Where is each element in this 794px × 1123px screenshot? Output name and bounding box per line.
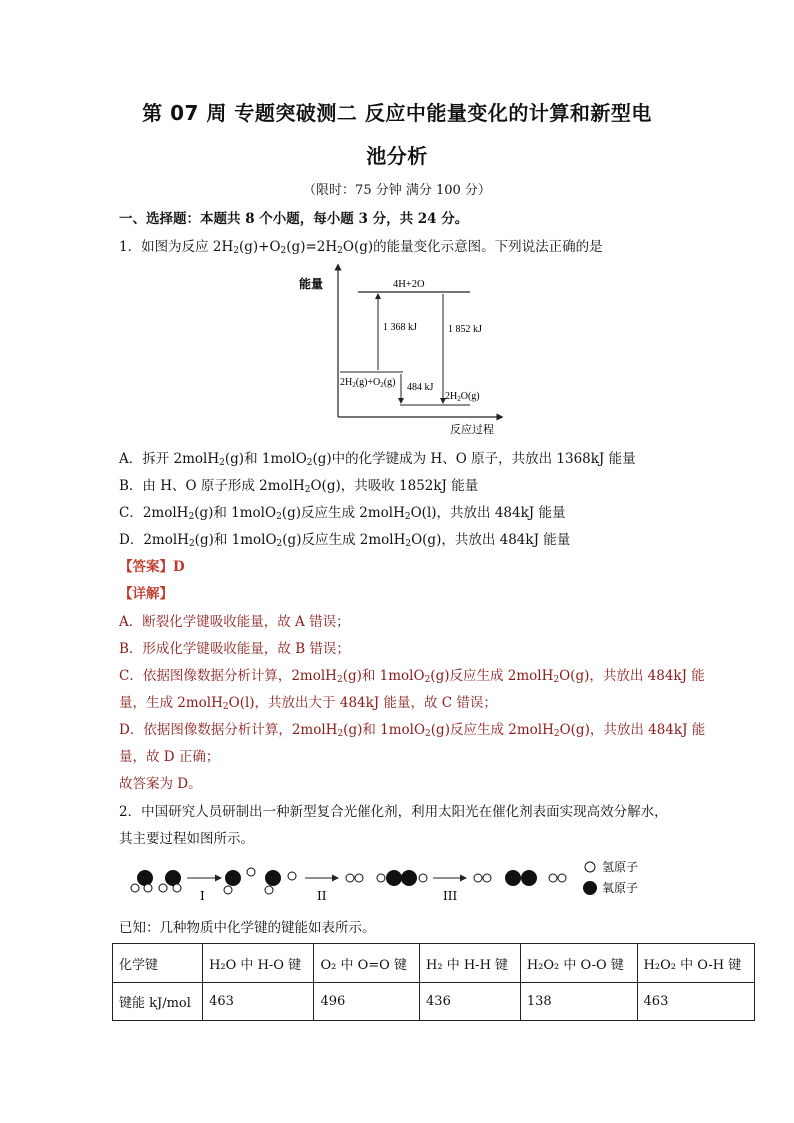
time-limit-note: （限时：75 分钟 满分 100 分）: [303, 183, 491, 198]
option-C: C．2molH$_2$(g)和 1molO$_2$(g)反应生成 2molH$_2$O(l)，共放出 484kJ 能量: [119, 505, 566, 522]
table-cell: 463: [203, 983, 314, 1021]
detail-D-line1: D．依据图像数据分析计算，2molH$_2$(g)和 1molO$_2$(g)反应生成 2molH$_2$O(g)，共放出 484kJ 能: [119, 722, 706, 739]
label-1852: 1 852 kJ: [448, 324, 482, 335]
known-note: 已知：几种物质中化学键的键能如表所示。: [119, 920, 376, 936]
legend-hydrogen: 氢原子: [602, 860, 639, 874]
table-header-cell: H₂O 中 H-O 键: [203, 944, 314, 983]
water-splitting-process-diagram: [125, 858, 665, 906]
level-product-label: $2H_2O(g)$: [445, 391, 480, 403]
option-D: D．2molH$_2$(g)和 1molO$_2$(g)反应生成 2molH$_2$O(g)，共放出 484kJ 能量: [119, 532, 571, 549]
question-2-stem-line2: 其主要过程如图所示。: [119, 831, 254, 847]
step-label-3: III: [443, 889, 458, 903]
level-reactants-label: $2H_2(g)+O_2(g)$: [340, 377, 396, 389]
detail-A: A．断裂化学键吸收能量，故 A 错误；: [119, 614, 350, 630]
section-heading: 一、选择题：本题共 8 个小题，每小题 3 分，共 24 分。: [119, 211, 469, 227]
detail-C-line2: 量，生成 2molH$_2$O(l)，共放出大于 484kJ 能量，故 C 错误；: [119, 695, 497, 712]
page-title-line1: 第 07 周 专题突破测二 反应中能量变化的计算和新型电: [142, 101, 652, 125]
table-cell: 436: [420, 983, 521, 1021]
y-axis-label: 能量: [299, 277, 324, 291]
table-header-row: [113, 944, 755, 983]
detail-B: B．形成化学键吸收能量，故 B 错误；: [119, 641, 350, 657]
step-label-2: II: [317, 889, 327, 903]
question-1-stem: 1．如图为反应 $2H_2(g)+O_2(g)=2H_2O(g)$的能量变化示意图。下列说法正确的是: [119, 239, 603, 256]
x-axis-label: 反应过程: [450, 424, 494, 436]
level-atoms-label: 4H+2O: [393, 279, 425, 290]
table-header-cell: H₂O₂ 中 O-H 键: [637, 944, 754, 983]
page-title-line2: 池分析: [366, 144, 428, 168]
table-header-cell: O₂ 中 O=O 键: [314, 944, 420, 983]
detail-D-line2: 量，故 D 正确；: [119, 749, 220, 765]
detail-conclusion: 故答案为 D。: [119, 776, 202, 792]
table-row: [113, 983, 755, 1021]
table-header-cell: H₂O₂ 中 O-O 键: [520, 944, 637, 983]
step-label-1: I: [200, 889, 205, 903]
bond-energy-table: [112, 943, 755, 1021]
question-2-stem-line1: 2．中国研究人员研制出一种新型复合光催化剂，利用太阳光在催化剂表面实现高效分解水，: [119, 804, 668, 820]
table-row-label: 键能 kJ/mol: [113, 983, 203, 1021]
table-header-cell: H₂ 中 H-H 键: [420, 944, 521, 983]
legend-oxygen: 氧原子: [602, 881, 639, 895]
table-cell: 138: [520, 983, 637, 1021]
table-cell: 463: [637, 983, 754, 1021]
answer-label: 【答案】D: [119, 559, 185, 575]
label-484: 484 kJ: [407, 382, 434, 393]
detail-C-line1: C．依据图像数据分析计算，2molH$_2$(g)和 1molO$_2$(g)反应生成 2molH$_2$O(g)，共放出 484kJ 能: [119, 668, 705, 685]
option-B: B．由 H、O 原子形成 2molH$_2$O(g)，共吸收 1852kJ 能量: [119, 478, 479, 495]
option-A: A．拆开 2molH$_2$(g)和 1molO$_2$(g)中的化学键成为 H、O 原子，共放出 1368kJ 能量: [119, 451, 636, 468]
table-cell: 496: [314, 983, 420, 1021]
table-header-cell: 化学键: [113, 944, 203, 983]
detail-label: 【详解】: [119, 586, 173, 602]
label-1368: 1 368 kJ: [383, 322, 417, 333]
energy-diagram: [295, 262, 505, 437]
